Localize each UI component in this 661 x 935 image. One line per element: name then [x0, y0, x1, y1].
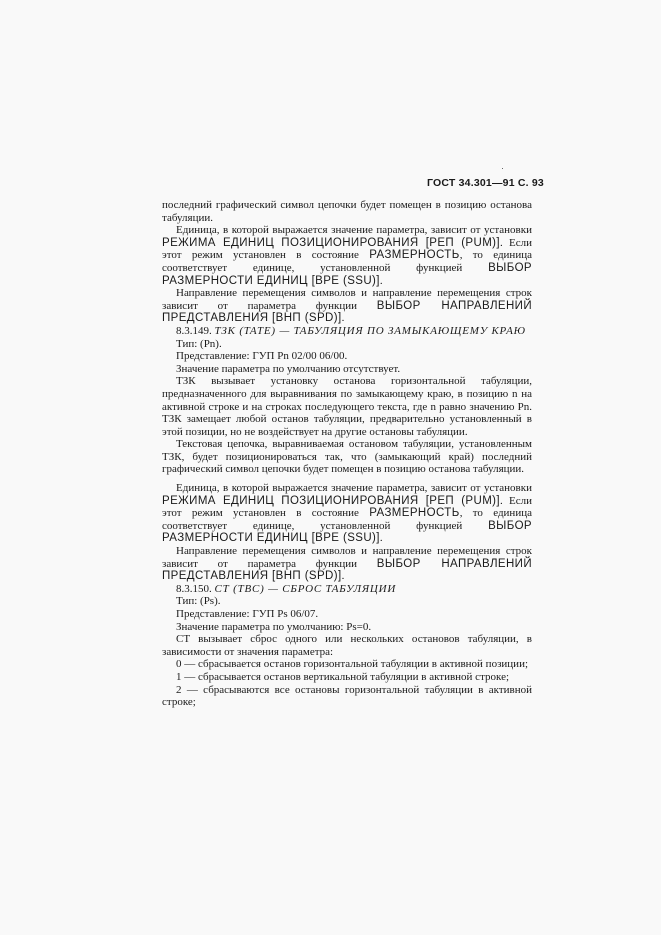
list-item: 0 — сбрасывается останов горизонтальной табуляции в активной позиции;: [176, 658, 529, 671]
section-149-heading: 8.3.149. ТЗК (TATE) — ТАБУЛЯЦИЯ ПО ЗАМЫКАЮЩЕМУ КРАЮ: [176, 324, 526, 337]
section-150-representation: Представление: ГУП Ps 06/07.: [176, 608, 319, 620]
list-item: 2 — сбрасываются все остановы горизонтальной табуляции в активной строке;: [162, 683, 532, 709]
section-149-type: Тип: (Pn).: [176, 337, 222, 350]
section-149-representation: Представление: ГУП Pn 02/00 06/00.: [176, 350, 348, 363]
page-number: С. 93: [517, 177, 544, 189]
section-150-type: Тип: (Ps).: [176, 595, 221, 608]
section-149-unit: Единица, в которой выражается значение параметра, зависит от установки РЕЖИМА ЕДИНИЦ ПОЗИЦИОНИРОВАНИЯ [РЕП (PUM)]. Если этот режим установлен в состояние РАЗМЕРНОСТЬ, то единица соответствует единице, установленной функцией ВЫБОР РАЗМЕРНОСТИ ЕДИНИЦ [ВРЕ (SSU)].: [162, 482, 532, 545]
section-150-heading: 8.3.150. СТ (TBC) — СБРОС ТАБУЛЯЦИИ: [176, 582, 397, 595]
section-149-default: Значение параметра по умолчанию отсутствует.: [176, 362, 401, 375]
page-header: [427, 177, 544, 189]
standard-number: ГОСТ 34.301—91: [427, 177, 515, 189]
section-149-direction: Направление перемещения символов и направление перемещения строк зависит от параметра функции ВЫБОР НАПРАВЛЕНИЙ ПРЕДСТАВЛЕНИЯ [ВНП (SPD)].: [162, 545, 532, 583]
section-149-description: ТЗК вызывает установку останова горизонтальной табуляции, предназначенного для выравнивания по замыкающему краю, в позицию n на активной строке и на строках последующего текста, где n равно значению Pn. ТЗК замещает любой останов табуляции, предварительно установленный в этой позиции, но не воздействует на другие остановы табуляции.: [162, 375, 532, 438]
paragraph-continued: последний графический символ цепочки будет помещен в позицию останова табуляции.: [162, 199, 532, 224]
paragraph-direction: Направление перемещения символов и направление перемещения строк зависит от параметра функции ВЫБОР НАПРАВЛЕНИЙ ПРЕДСТАВЛЕНИЯ [ВНП (SPD)].: [162, 287, 532, 325]
section-150-default: Значение параметра по умолчанию: Ps=0.: [176, 620, 372, 633]
section-150-description: СТ вызывает сброс одного или нескольких остановов табуляции, в зависимости от значения параметра:: [162, 633, 532, 658]
section-149-text-chain: Текстовая цепочка, выравниваемая остановом табуляции, установленным ТЗК, будет позиционироваться так, что (замыкающий край) последний графический символ цепочки будет помещен в позицию останова табуляции.: [162, 438, 532, 476]
speck: [502, 168, 503, 169]
paragraph-unit: Единица, в которой выражается значение параметра, зависит от установки РЕЖИМА ЕДИНИЦ ПОЗИЦИОНИРОВАНИЯ [РЕП (PUM)]. Если этот режим установлен в состояние РАЗМЕРНОСТЬ, то единица соответствует единице, установленной функцией ВЫБОР РАЗМЕРНОСТИ ЕДИНИЦ [ВРЕ (SSU)].: [162, 224, 532, 287]
list-item: 1 — сбрасывается останов вертикальной табуляции в активной строке;: [176, 670, 510, 683]
document-body: [162, 199, 532, 709]
